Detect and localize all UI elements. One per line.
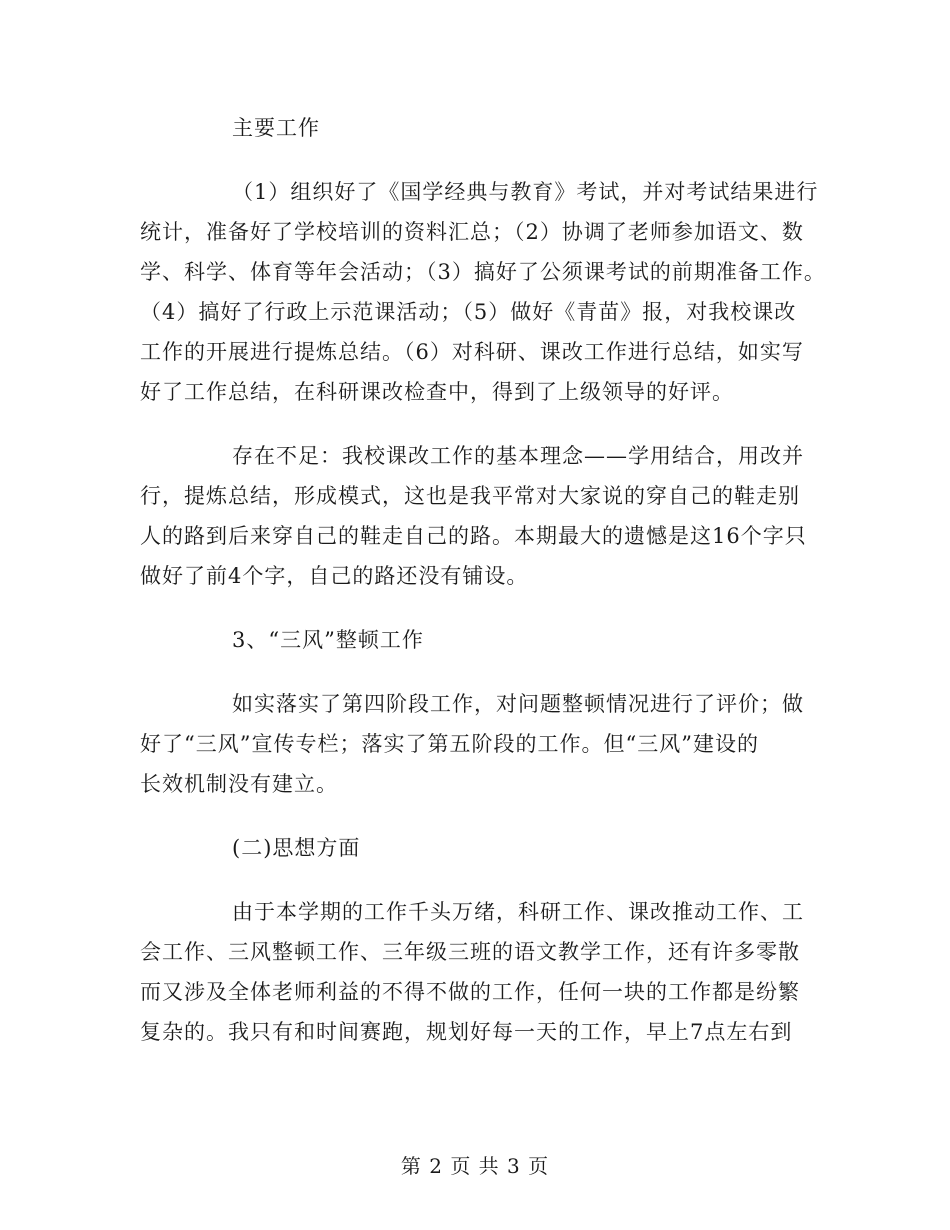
paragraph-line: 学、科学、体育等年会活动；（3）搞好了公须课考试的前期准备工作。	[140, 260, 826, 284]
section-heading-thought: (二)思想方面	[232, 836, 361, 860]
paragraph-line: 工作的开展进行提炼总结。（6）对科研、课改工作进行总结，如实写	[140, 340, 804, 364]
document-body	[140, 108, 826, 1052]
section-heading-three-styles: 3、“三风”整顿工作	[232, 628, 424, 652]
paragraph-line: 由于本学期的工作千头万绪，科研工作、课改推动工作、工	[232, 900, 804, 924]
paragraph-line: 如实落实了第四阶段工作，对问题整顿情况进行了评价；做	[232, 692, 804, 716]
paragraph-gap	[140, 868, 820, 892]
paragraph-gap	[140, 412, 820, 436]
paragraph-line: 复杂的。我只有和时间赛跑，规划好每一天的工作，早上7点左右到	[140, 1020, 793, 1044]
paragraph-line: （4）搞好了行政上示范课活动；（5）做好《青苗》报，对我校课改	[140, 300, 797, 324]
paragraph-line: 人的路到后来穿自己的鞋走自己的路。本期最大的遗憾是这16个字只	[140, 524, 807, 548]
section-heading-main-work: 主要工作	[232, 116, 320, 140]
page-number-footer: 第 2 页 共 3 页	[400, 1154, 550, 1178]
paragraph-line: 会工作、三风整顿工作、三年级三班的语文教学工作，还有许多零散	[140, 940, 800, 964]
paragraph-line: （1）组织好了《国学经典与教育》考试，并对考试结果进行	[232, 180, 819, 204]
paragraph-gap	[140, 804, 820, 828]
paragraph-line: 长效机制没有建立。	[140, 772, 338, 796]
paragraph-line: 统计，准备好了学校培训的资料汇总；（2）协调了老师参加语文、数	[140, 220, 804, 244]
paragraph-line: 好了“三风”宣传专栏；落实了第五阶段的工作。但“三风”建设的	[140, 732, 759, 756]
paragraph-line: 做好了前4个字，自己的路还没有铺设。	[140, 564, 529, 588]
paragraph-line: 好了工作总结，在科研课改检查中，得到了上级领导的好评。	[140, 380, 734, 404]
paragraph-line: 而又涉及全体老师利益的不得不做的工作，任何一块的工作都是纷繁	[140, 980, 800, 1004]
paragraph-gap	[140, 660, 820, 684]
paragraph-line: 行，提炼总结，形成模式，这也是我平常对大家说的穿自己的鞋走别	[140, 484, 800, 508]
paragraph-line: 存在不足：我校课改工作的基本理念——学用结合，用改并	[232, 444, 804, 468]
paragraph-gap	[140, 148, 820, 172]
paragraph-gap	[140, 596, 820, 620]
